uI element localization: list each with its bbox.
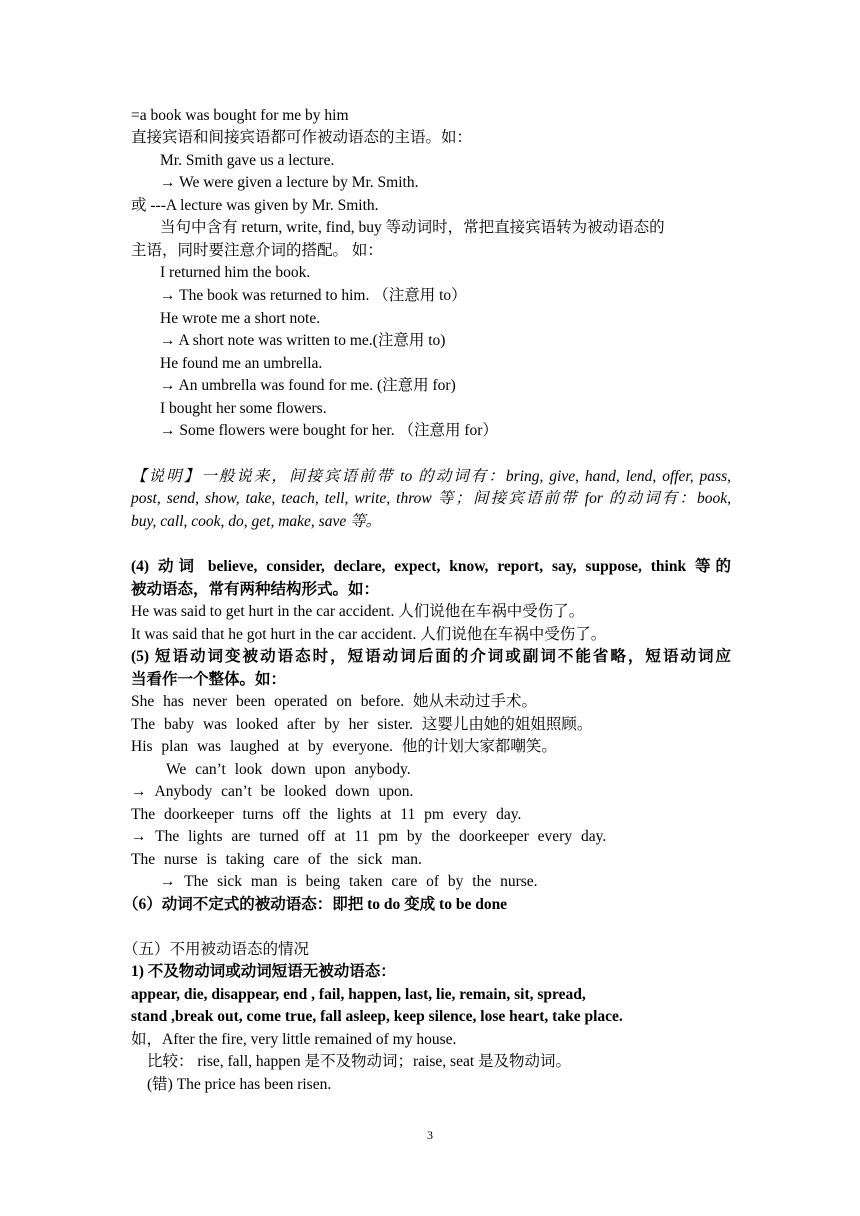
example-sentence: The baby was looked after by her sister. 这婴儿由她的姐姐照顾。 [131, 716, 593, 733]
note-line: post, send, show, take, teach, tell, write, throw 等；间接宾语前带 for 的动词有：book, [131, 490, 731, 507]
example-sentence: → An umbrella was found for me. (注意用 for) [160, 377, 456, 394]
section-heading: (4) 动词 believe, consider, declare, expect, know, report, say, suppose, think 等的 [131, 558, 731, 575]
example-sentence: She has never been operated on before. 她从未动过手术。 [131, 693, 538, 710]
verb-list-line: stand ,break out, come true, fall asleep, keep silence, lose heart, take place. [131, 1008, 623, 1025]
example-sentence: → The sick man is being taken care of by the nurse. [160, 873, 538, 890]
example-sentence: → The lights are turned off at 11 pm by the doorkeeper every day. [131, 828, 607, 845]
example-sentence: 或 ---A lecture was given by Mr. Smith. [131, 197, 379, 214]
text-line: 直接宾语和间接宾语都可作被动语态的主语。如： [131, 129, 473, 146]
example-sentence: It was said that he got hurt in the car accident. 人们说他在车祸中受伤了。 [131, 626, 607, 643]
example-sentence: We can’t look down upon anybody. [166, 761, 411, 778]
example-sentence: → Some flowers were bought for her. （注意用 for） [160, 422, 498, 439]
text-line: 主语，同时要注意介词的搭配。 如： [131, 242, 383, 259]
example-sentence: → Anybody can’t be looked down upon. [131, 783, 414, 800]
note-line: 【说明】一般说来，间接宾语前带 to 的动词有：bring, give, hand, lend, offer, pass, [131, 468, 731, 485]
example-sentence: He wrote me a short note. [160, 310, 321, 327]
example-sentence: 如，After the fire, very little remained of my house. [131, 1031, 457, 1048]
example-sentence: The doorkeeper turns off the lights at 11 pm every day. [131, 806, 522, 823]
example-sentence: → The book was returned to him. （注意用 to） [160, 287, 467, 304]
section-heading: （五）不用被动语态的情况 [123, 941, 310, 958]
section-heading: 当看作一个整体。如： [131, 671, 287, 688]
example-sentence: I bought her some flowers. [160, 400, 327, 417]
text-line: =a book was bought for me by him [131, 107, 349, 124]
example-sentence: → We were given a lecture by Mr. Smith. [160, 174, 419, 191]
section-heading: 1) 不及物动词或动词短语无被动语态： [131, 963, 396, 980]
section-heading: 被动语态，常有两种结构形式。如： [131, 581, 380, 598]
example-sentence: His plan was laughed at by everyone. 他的计划大家都嘲笑。 [131, 738, 557, 755]
example-sentence: Mr. Smith gave us a lecture. [160, 152, 335, 169]
example-sentence: (错) The price has been risen. [147, 1076, 332, 1093]
section-heading: (5) 短语动词变被动语态时，短语动词后面的介词或副词不能省略，短语动词应 [131, 648, 731, 665]
example-sentence: He found me an umbrella. [160, 355, 323, 372]
example-sentence: I returned him the book. [160, 264, 311, 281]
example-sentence: The nurse is taking care of the sick man. [131, 851, 422, 868]
text-line: 当句中含有 return, write, find, buy 等动词时，常把直接宾语转为被动语态的 [160, 219, 665, 236]
verb-list-line: appear, die, disappear, end , fail, happen, last, lie, remain, sit, spread, [131, 986, 586, 1003]
example-sentence: He was said to get hurt in the car accident. 人们说他在车祸中受伤了。 [131, 603, 585, 620]
page-number: 3 [427, 1128, 433, 1142]
example-sentence: → A short note was written to me.(注意用 to) [160, 332, 446, 349]
note-line: buy, call, cook, do, get, make, save 等。 [131, 513, 382, 530]
text-line: 比较： rise, fall, happen 是不及物动词；raise, seat 是及物动词。 [147, 1053, 572, 1070]
section-heading: （6）动词不定式的被动语态：即把 to do 变成 to be done [123, 896, 508, 913]
